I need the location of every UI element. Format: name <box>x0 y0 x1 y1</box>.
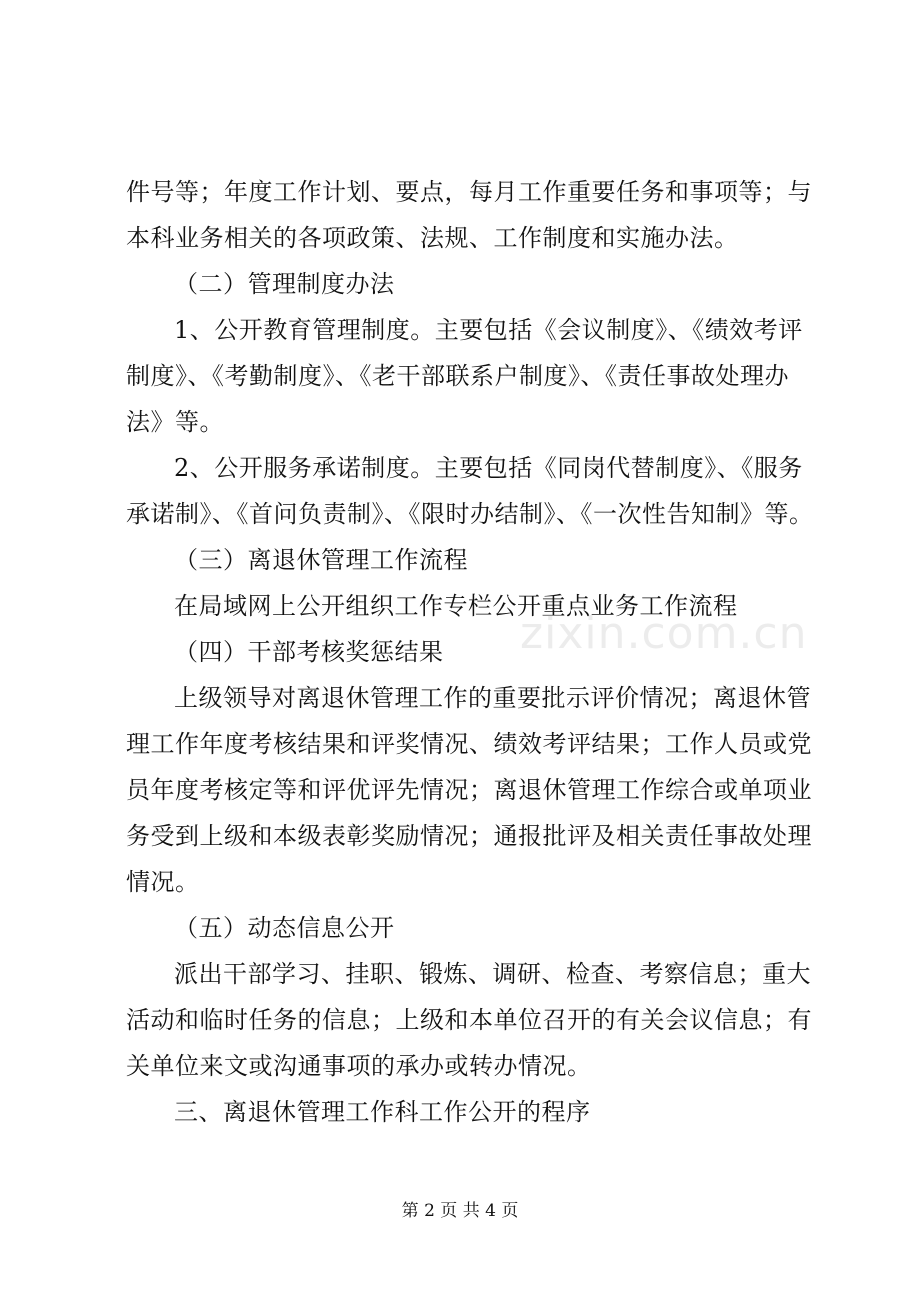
paragraph-line: 上级领导对离退休管理工作的重要批示评价情况；离退休管 <box>174 684 811 712</box>
paragraph-line: 1、公开教育管理制度。主要包括《会议制度》、《绩效考评 <box>174 316 803 344</box>
section-heading: （二）管理制度办法 <box>174 270 395 298</box>
site-watermark: zixin.com.cn <box>520 608 808 659</box>
paragraph-line: 务受到上级和本级表彰奖励情况；通报批评及相关责任事故处理 <box>126 822 812 850</box>
paragraph-line: 制度》、《考勤制度》、《老干部联系户制度》、《责任事故处理办 <box>126 362 789 390</box>
paragraph-line: 情况。 <box>126 868 200 896</box>
paragraph-line: 本科业务相关的各项政策、法规、工作制度和实施办法。 <box>126 224 739 252</box>
page-footer: 第 2 页 共 4 页 <box>401 1201 519 1221</box>
section-heading: （五）动态信息公开 <box>174 914 395 942</box>
section-heading: （三）离退休管理工作流程 <box>174 546 468 574</box>
paragraph-line: 活动和临时任务的信息；上级和本单位召开的有关会议信息；有 <box>126 1006 812 1034</box>
paragraph-line: 件号等；年度工作计划、要点，每月工作重要任务和事项等；与 <box>126 178 812 206</box>
paragraph-line: 在局域网上公开组织工作专栏公开重点业务工作流程 <box>174 592 738 620</box>
paragraph-line: 2、公开服务承诺制度。主要包括《同岗代替制度》、《服务 <box>174 454 803 482</box>
section-heading: 三、离退休管理工作科工作公开的程序 <box>174 1098 591 1126</box>
paragraph-line: 法》等。 <box>126 408 224 436</box>
section-heading: （四）干部考核奖惩结果 <box>174 638 444 666</box>
paragraph-line: 派出干部学习、挂职、锻炼、调研、检查、考察信息；重大 <box>174 960 811 988</box>
paragraph-line: 承诺制》、《首问负责制》、《限时办结制》、《一次性告知制》等。 <box>126 500 814 528</box>
paragraph-line: 理工作年度考核结果和评奖情况、绩效考评结果；工作人员或党 <box>126 730 812 758</box>
paragraph-line: 关单位来文或沟通事项的承办或转办情况。 <box>126 1052 592 1080</box>
paragraph-line: 员年度考核定等和评优评先情况；离退休管理工作综合或单项业 <box>126 776 812 804</box>
